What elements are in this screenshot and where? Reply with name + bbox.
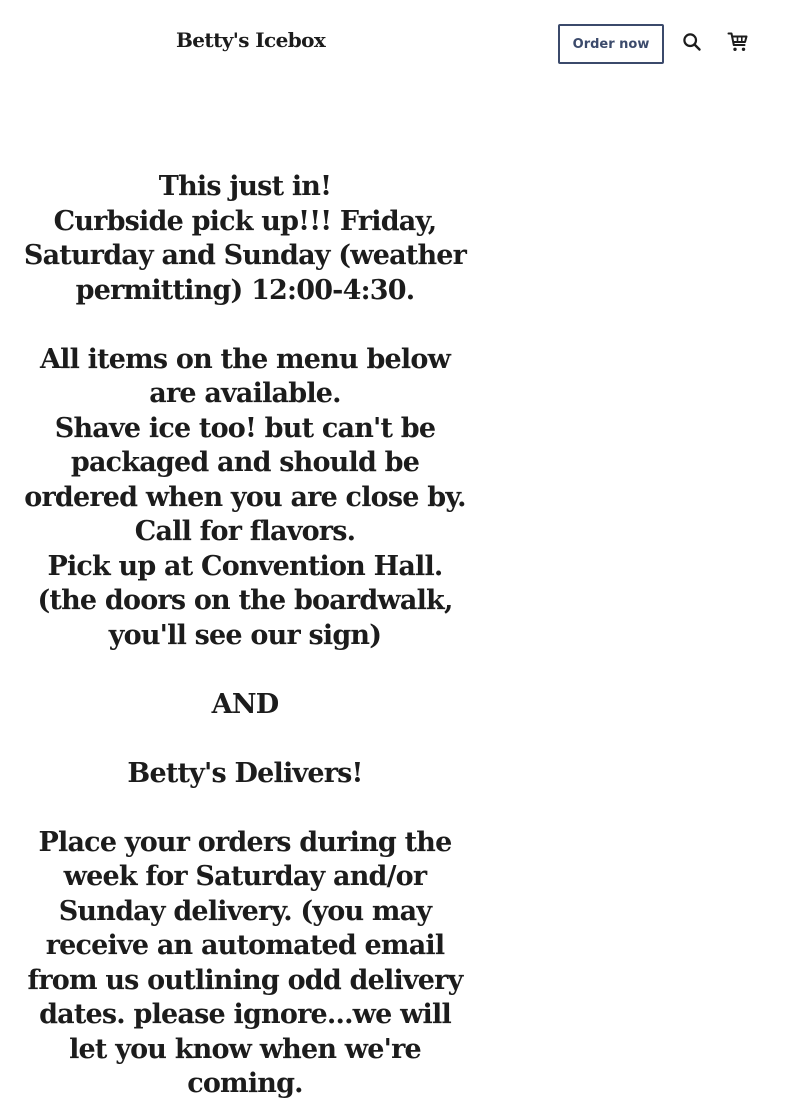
curbside-pickup-text: Curbside pick up!!! Friday, Saturday and Sunday (weather permitting) 12:00-4:30.: [23, 205, 467, 306]
search-icon: [682, 32, 702, 52]
and-text: AND: [211, 688, 279, 720]
delivery-info-text: Place your orders during the week for Saturday and/or Sunday delivery. (you may receive an automated email from us outlining odd delivery dates. please ignore...we will let you know when we're coming.: [27, 826, 463, 1099]
menu-availability-text: All items on the menu below are available.: [39, 343, 451, 409]
delivers-heading: Betty's Delivers!: [127, 757, 363, 789]
site-header: [0, 0, 790, 86]
shave-ice-text: Shave ice too! but can't be packaged and should be ordered when you are close by. Call for flavors.: [24, 412, 466, 547]
cart-button[interactable]: [726, 30, 750, 54]
cart-icon: [727, 31, 749, 53]
headline: This just in!: [158, 171, 332, 202]
pickup-location-text: Pick up at Convention Hall. (the doors on the boardwalk, you'll see our sign): [37, 550, 453, 651]
announcement-text: [20, 170, 470, 1102]
search-button[interactable]: [680, 30, 704, 54]
order-now-button[interactable]: Order now: [558, 24, 664, 64]
site-title[interactable]: Betty's Icebox: [176, 28, 326, 52]
